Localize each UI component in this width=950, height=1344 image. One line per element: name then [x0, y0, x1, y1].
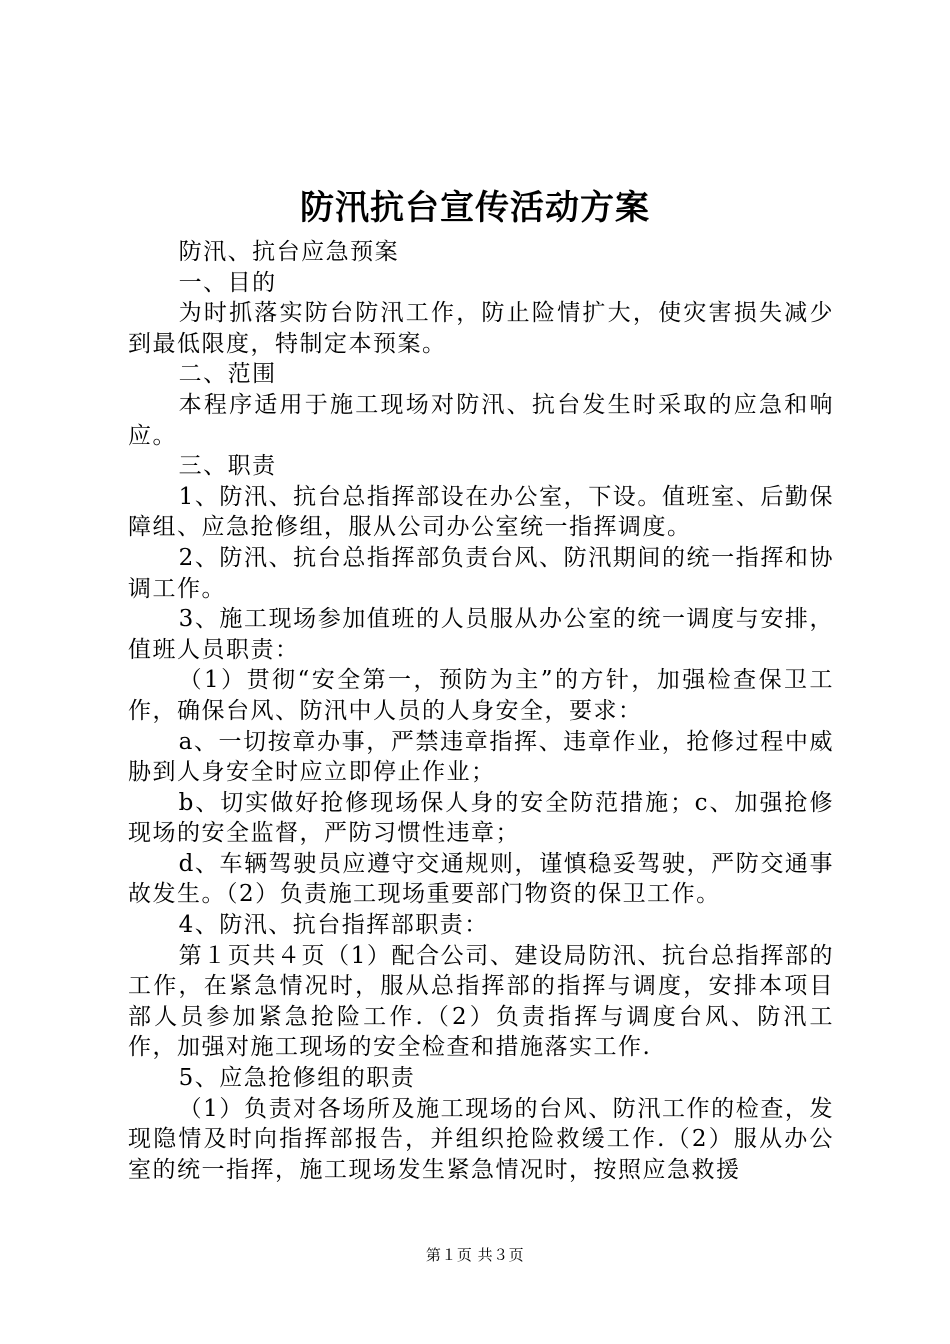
heading-scope: 二、范围 [178, 361, 277, 388]
paragraph-purpose: 为时抓落实防台防汛工作，防止险情扩大，使灾害损失减少到最低限度，特制定本预案。 [128, 300, 834, 357]
heading-duties: 三、职责 [178, 453, 277, 480]
paragraph-duty-5: 5、应急抢修组的职责 [178, 1065, 416, 1092]
page-number-footer: 第１页 共３页 [425, 1246, 525, 1264]
paragraph-duty-3: 3、施工现场参加值班的人员服从办公室的统一调度与安排，值班人员职责： [128, 606, 834, 663]
paragraph-duty-2: 2、防汛、抗台总指挥部负责台风、防汛期间的统一指挥和协调工作。 [128, 544, 834, 602]
paragraph-duty-3-item-b: b、切实做好抢修现场保人身的安全防范措施；c、加强抢修现场的安全监督，严防习惯性违章； [128, 789, 834, 847]
document-body [128, 237, 834, 1185]
paragraph-duty-1: 1、防汛、抗台总指挥部设在办公室，下设。值班室、后勤保障组、应急抢修组，服从公司办公室统一指挥调度。 [128, 483, 834, 541]
paragraph-duty-5-details: （1）负责对各场所及施工现场的台风、防汛工作的检查，发现隐情及时向指挥部报告，并组织抢险救缓工作.（2）服从办公室的统一指挥，施工现场发生紧急情况时，按照应急救援 [128, 1095, 834, 1183]
paragraph-scope: 本程序适用于施工现场对防汛、抗台发生时采取的应急和响应。 [128, 391, 834, 449]
paragraph-duty-3-item-d: d、车辆驾驶员应遵守交通规则，谨慎稳妥驾驶，严防交通事故发生。（2）负责施工现场重要部门物资的保卫工作。 [128, 850, 834, 908]
heading-purpose: 一、目的 [178, 269, 277, 296]
paragraph-plan-name: 防汛、抗台应急预案 [178, 239, 400, 265]
paragraph-duty-3-item-a: a、一切按章办事，严禁违章指挥、违章作业，抢修过程中威胁到人身安全时应立即停止作业； [128, 728, 834, 786]
document-title: 防汛抗台宣传活动方案 [300, 188, 650, 228]
paragraph-duty-3-item-1: （1）贯彻“安全第一，预防为主”的方针，加强检查保卫工作，确保台风、防汛中人员的人身安全，要求： [128, 667, 834, 724]
paragraph-duty-4-details: 第１页共４页（1）配合公司、建设局防汛、抗台总指挥部的工作，在紧急情况时，服从总指挥部的指挥与调度，安排本项目部人员参加紧急抢险工作.（2）负责指挥与调度台风、防汛工作，加强对施工现场的安全检查和措施落实工作. [128, 942, 834, 1061]
paragraph-duty-4: 4、防汛、抗台指挥部职责： [178, 912, 489, 939]
